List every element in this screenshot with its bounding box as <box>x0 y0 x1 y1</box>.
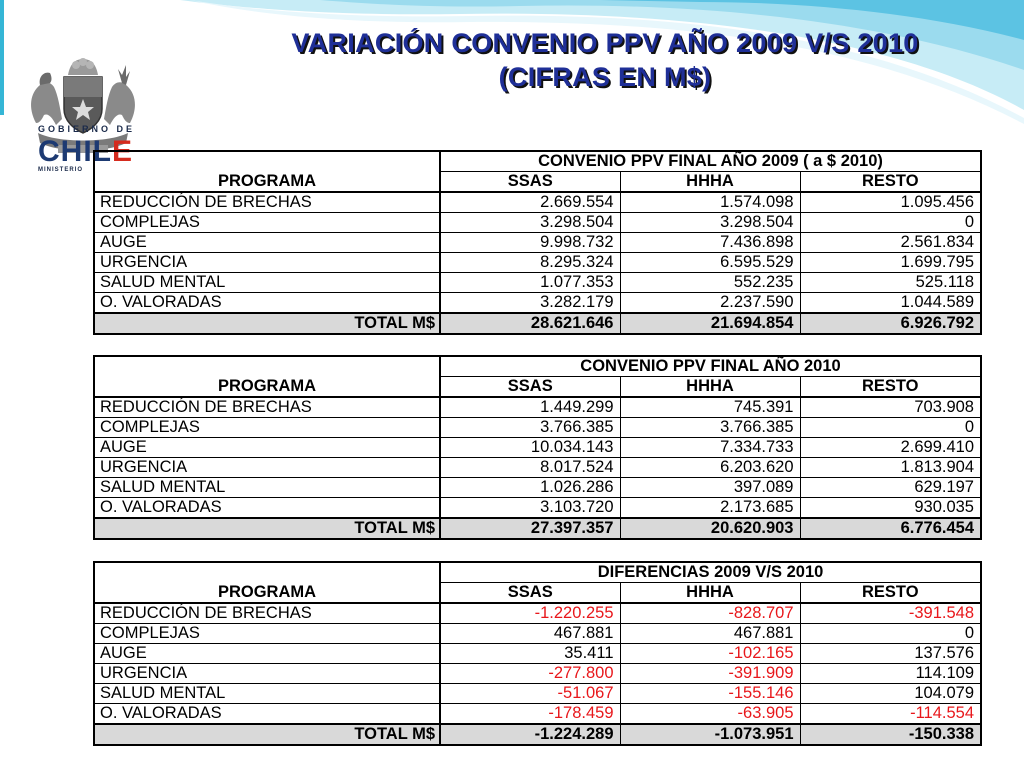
table-group-header: CONVENIO PPV FINAL AÑO 2010 <box>440 356 981 377</box>
table-group-header: DIFERENCIAS 2009 V/S 2010 <box>440 562 981 583</box>
title-line-2: (CIFRAS EN M$) <box>498 62 712 92</box>
row-program-name: O. VALORADAS <box>94 293 440 314</box>
cell-resto: -114.554 <box>800 704 981 725</box>
cell-hhha: 2.237.590 <box>620 293 800 314</box>
cell-ssas: 1.449.299 <box>440 397 620 418</box>
table-header-row <box>94 356 981 377</box>
column-header-hhha: HHHA <box>620 172 800 193</box>
table-header-blank <box>94 151 440 172</box>
cell-ssas: -277.800 <box>440 664 620 684</box>
total-ssas: 27.397.357 <box>440 518 620 539</box>
table-row <box>94 233 981 253</box>
cell-ssas: 3.282.179 <box>440 293 620 314</box>
cell-resto: 1.699.795 <box>800 253 981 273</box>
cell-ssas: 1.077.353 <box>440 273 620 293</box>
cell-hhha: -63.905 <box>620 704 800 725</box>
cell-ssas: 9.998.732 <box>440 233 620 253</box>
total-label: TOTAL M$ <box>94 518 440 539</box>
table-row <box>94 704 981 725</box>
total-ssas: 28.621.646 <box>440 313 620 334</box>
cell-ssas: 8.017.524 <box>440 458 620 478</box>
row-program-name: URGENCIA <box>94 458 440 478</box>
total-hhha: 21.694.854 <box>620 313 800 334</box>
cell-ssas: -1.220.255 <box>440 603 620 624</box>
cell-resto: 137.576 <box>800 644 981 664</box>
cell-resto: 104.079 <box>800 684 981 704</box>
row-program-name: COMPLEJAS <box>94 418 440 438</box>
cell-hhha: 3.298.504 <box>620 213 800 233</box>
cell-hhha: 3.766.385 <box>620 418 800 438</box>
cell-ssas: 8.295.324 <box>440 253 620 273</box>
total-resto: 6.776.454 <box>800 518 981 539</box>
total-resto: -150.338 <box>800 724 981 745</box>
table-total-row <box>94 518 981 539</box>
table-convenio-2010 <box>93 355 982 540</box>
cell-ssas: 1.026.286 <box>440 478 620 498</box>
cell-ssas: 467.881 <box>440 624 620 644</box>
table-total-row <box>94 313 981 334</box>
logo-chile-a: CHIL <box>38 135 112 168</box>
row-program-name: AUGE <box>94 644 440 664</box>
logo-chile-b: E <box>112 135 134 168</box>
row-program-name: O. VALORADAS <box>94 498 440 519</box>
column-header-programa: PROGRAMA <box>94 172 440 193</box>
cell-hhha: 6.595.529 <box>620 253 800 273</box>
table-header-row <box>94 151 981 172</box>
cell-ssas: 10.034.143 <box>440 438 620 458</box>
table-row <box>94 418 981 438</box>
cell-resto: 0 <box>800 213 981 233</box>
row-program-name: REDUCCIÓN DE BRECHAS <box>94 397 440 418</box>
cell-ssas: 3.766.385 <box>440 418 620 438</box>
table-row <box>94 664 981 684</box>
total-resto: 6.926.792 <box>800 313 981 334</box>
table-row <box>94 644 981 664</box>
cell-resto: 703.908 <box>800 397 981 418</box>
cell-hhha: 397.089 <box>620 478 800 498</box>
cell-hhha: 2.173.685 <box>620 498 800 519</box>
cell-hhha: 6.203.620 <box>620 458 800 478</box>
row-program-name: REDUCCIÓN DE BRECHAS <box>94 603 440 624</box>
cell-resto: 930.035 <box>800 498 981 519</box>
cell-resto: 1.095.456 <box>800 192 981 213</box>
row-program-name: SALUD MENTAL <box>94 273 440 293</box>
column-header-programa: PROGRAMA <box>94 583 440 604</box>
column-header-ssas: SSAS <box>440 172 620 193</box>
total-ssas: -1.224.289 <box>440 724 620 745</box>
logo-ministerio-text: MINISTERIO <box>38 167 84 173</box>
total-hhha: -1.073.951 <box>620 724 800 745</box>
logo-gobierno-text: GOBIERNO DE <box>38 124 136 134</box>
table-header-blank <box>94 356 440 377</box>
cell-resto: 1.044.589 <box>800 293 981 314</box>
row-program-name: REDUCCIÓN DE BRECHAS <box>94 192 440 213</box>
cell-ssas: -51.067 <box>440 684 620 704</box>
row-program-name: URGENCIA <box>94 253 440 273</box>
cell-ssas: 3.103.720 <box>440 498 620 519</box>
row-program-name: AUGE <box>94 233 440 253</box>
table-header-blank <box>94 562 440 583</box>
table-row <box>94 438 981 458</box>
cell-resto: 0 <box>800 624 981 644</box>
cell-hhha: -155.146 <box>620 684 800 704</box>
row-program-name: COMPLEJAS <box>94 213 440 233</box>
cell-hhha: 7.436.898 <box>620 233 800 253</box>
column-header-hhha: HHHA <box>620 377 800 398</box>
cell-hhha: -102.165 <box>620 644 800 664</box>
total-label: TOTAL M$ <box>94 313 440 334</box>
row-program-name: COMPLEJAS <box>94 624 440 644</box>
table-row <box>94 624 981 644</box>
cell-hhha: -391.909 <box>620 664 800 684</box>
row-program-name: AUGE <box>94 438 440 458</box>
column-header-ssas: SSAS <box>440 583 620 604</box>
row-program-name: SALUD MENTAL <box>94 684 440 704</box>
column-header-resto: RESTO <box>800 172 981 193</box>
table-row <box>94 397 981 418</box>
cell-hhha: 552.235 <box>620 273 800 293</box>
slide-title <box>210 26 1000 94</box>
table-row <box>94 273 981 293</box>
cell-ssas: 35.411 <box>440 644 620 664</box>
cell-resto: 2.561.834 <box>800 233 981 253</box>
cell-resto: 2.699.410 <box>800 438 981 458</box>
cell-hhha: 745.391 <box>620 397 800 418</box>
table-row <box>94 458 981 478</box>
table-diferencias <box>93 561 982 746</box>
table-convenio-2009 <box>93 150 982 335</box>
table-row <box>94 192 981 213</box>
cell-ssas: 2.669.554 <box>440 192 620 213</box>
table-column-header-row <box>94 583 981 604</box>
total-hhha: 20.620.903 <box>620 518 800 539</box>
table-column-header-row <box>94 377 981 398</box>
table-row <box>94 684 981 704</box>
cell-resto: 0 <box>800 418 981 438</box>
table-row <box>94 478 981 498</box>
table-row <box>94 253 981 273</box>
column-header-programa: PROGRAMA <box>94 377 440 398</box>
total-label: TOTAL M$ <box>94 724 440 745</box>
title-line-1: VARIACIÓN CONVENIO PPV AÑO 2009 V/S 2010 <box>291 28 919 58</box>
table-column-header-row <box>94 172 981 193</box>
cell-resto: 525.118 <box>800 273 981 293</box>
cell-hhha: 1.574.098 <box>620 192 800 213</box>
cell-ssas: -178.459 <box>440 704 620 725</box>
column-header-ssas: SSAS <box>440 377 620 398</box>
row-program-name: O. VALORADAS <box>94 704 440 725</box>
cell-hhha: 7.334.733 <box>620 438 800 458</box>
left-accent-bar <box>0 0 4 115</box>
column-header-hhha: HHHA <box>620 583 800 604</box>
table-total-row <box>94 724 981 745</box>
column-header-resto: RESTO <box>800 377 981 398</box>
cell-resto: 629.197 <box>800 478 981 498</box>
cell-resto: 114.109 <box>800 664 981 684</box>
table-group-header: CONVENIO PPV FINAL AÑO 2009 ( a $ 2010) <box>440 151 981 172</box>
cell-ssas: 3.298.504 <box>440 213 620 233</box>
table-row <box>94 213 981 233</box>
cell-resto: 1.813.904 <box>800 458 981 478</box>
cell-hhha: -828.707 <box>620 603 800 624</box>
table-row <box>94 293 981 314</box>
column-header-resto: RESTO <box>800 583 981 604</box>
cell-resto: -391.548 <box>800 603 981 624</box>
row-program-name: SALUD MENTAL <box>94 478 440 498</box>
table-row <box>94 498 981 519</box>
cell-hhha: 467.881 <box>620 624 800 644</box>
table-header-row <box>94 562 981 583</box>
row-program-name: URGENCIA <box>94 664 440 684</box>
table-row <box>94 603 981 624</box>
